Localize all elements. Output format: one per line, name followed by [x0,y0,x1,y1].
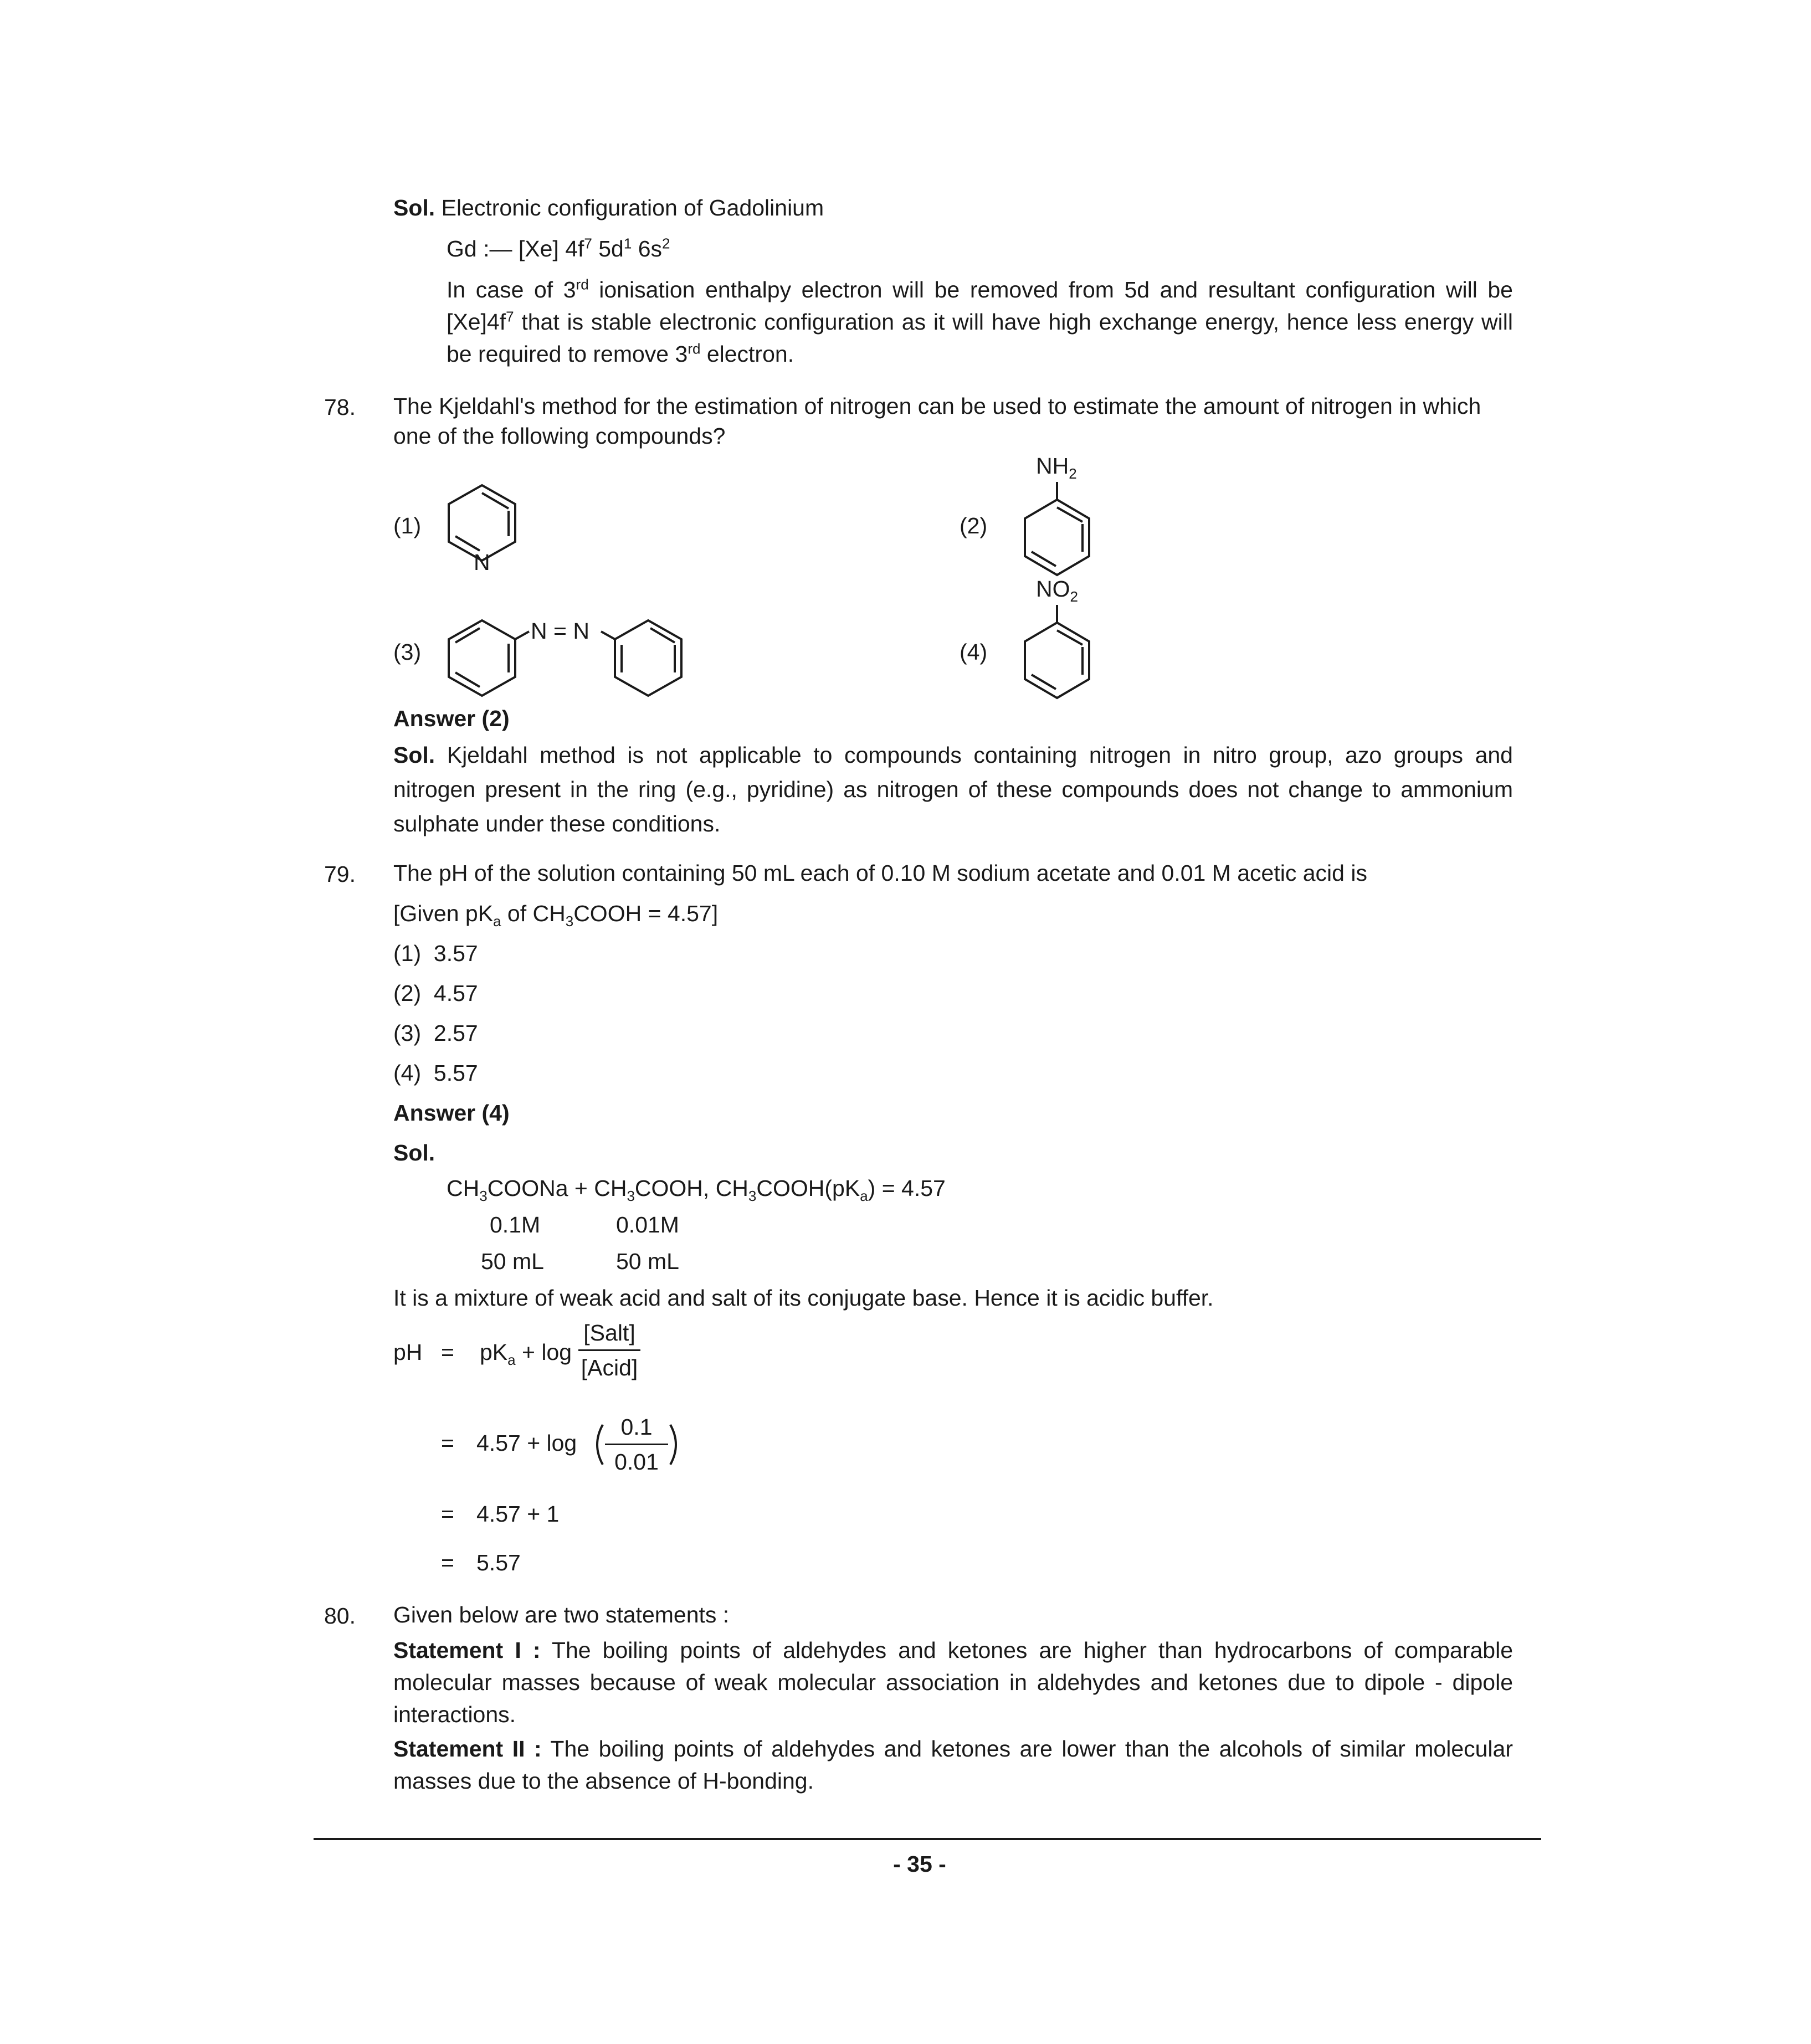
right-bracket [670,1425,676,1465]
calculation-step: 4.57 + log [476,1430,577,1456]
question-text: The pH of the solution containing 50 mL each of 0.10 M sodium acetate and 0.01 M acetic acid is [393,860,1367,886]
given-text: [Given $pK_a$ of $CH_3COOH = 4.57$] [393,901,719,930]
equals-sign: = [441,1430,454,1456]
buffer-statement: It is a mixture of weak acid and salt of its conjugate base. Hence it is acidic buffer. [393,1285,1214,1311]
question-number: 78. [324,394,356,420]
answer-label: Answer (2) [393,706,510,731]
footer-divider [314,1838,1541,1840]
sol-label: Sol. [393,1140,435,1165]
nitrobenzene-structure [1025,605,1089,698]
solution-paragraph: Sol. Kjeldahl method is not applicable to compounds containing nitrogen in nitro group, azo groups and nitrogen present in the ring (e.g., pyridine) as nitrogen of these compounds does not change to ammonium sulphate under these conditions. [393,742,1513,836]
question-number: 79. [324,861,356,887]
page-number: - 35 - [893,1851,946,1877]
amino-group-label: $NH_2$ [1036,453,1077,482]
equals-sign: = [441,1550,454,1575]
option-label: (3) [393,639,422,665]
concentration-salt: 0.1M [490,1212,541,1237]
concentration-acid: 0.01M [616,1212,679,1237]
calculation-result: 5.57 [476,1550,521,1575]
pyridine-nitrogen-label: N [474,549,490,575]
sol-text: Electronic configuration of Gadolinium [441,195,824,220]
equals-sign: = [441,1339,454,1365]
option-item: (2) 4.57 [393,980,478,1006]
ph-label: pH [393,1339,423,1365]
option-item: (4) 5.57 [393,1060,478,1086]
option-item: (1) 3.57 [393,941,478,966]
statement-two: Statement II : The boiling points of aldehydes and ketones are lower than the alcohols of similar molecular masses due to the absence of H-bonding. [393,1736,1513,1794]
concentration-fraction: 0.1 0.01 [605,1413,668,1476]
answer-label: Answer (4) [393,1100,510,1126]
prev-solution-paragraph: In case of 3rd ionisation enthalpy electron will be removed from 5d and resultant configuration will be $[Xe]4f^7$ that is stable electronic configuration as it will have high exchange energy, hence less energy will be required to remove 3rd electron. [447,276,1513,367]
gd-configuration: Gd :— [Xe] $4f^7$ $5d^1$ $6s^2$ [447,235,670,261]
sol-label: Sol. [393,195,435,220]
question-text: one of the following compounds? [393,423,726,449]
question-number: 80. [324,1603,356,1629]
volume-acid: 50 mL [616,1249,679,1274]
option-label: (4) [960,639,988,665]
option-label: (2) [960,513,988,538]
aniline-structure [1025,482,1089,575]
nitro-group-label: $NO_2$ [1036,576,1078,605]
question-text: Given below are two statements : [393,1602,730,1627]
salt-acid-fraction: [Salt] [Acid] [578,1318,640,1382]
statement-one: Statement I : The boiling points of aldehydes and ketones are higher than hydrocarbons of comparable molecular masses because of weak molecular association in aldehydes and ketones due to dipole - dipole interactions. [393,1637,1513,1727]
option-label: (1) [393,513,422,538]
equals-sign: = [441,1501,454,1527]
reaction-equation: $CH_3COONa$ + $CH_3COOH$, $CH_3COOH(pK_a) = 4.57$ [447,1175,946,1205]
left-bracket [597,1425,603,1465]
option-item: (3) 2.57 [393,1020,478,1046]
calculation-step: 4.57 + 1 [476,1501,560,1527]
pka-term: $pK_a + \log$ [480,1339,572,1369]
volume-salt: 50 mL [481,1249,544,1274]
azo-group-label: N = N [531,618,589,644]
question-text: The Kjeldahl's method for the estimation of nitrogen can be used to estimate the amount of nitrogen in which [393,393,1481,419]
